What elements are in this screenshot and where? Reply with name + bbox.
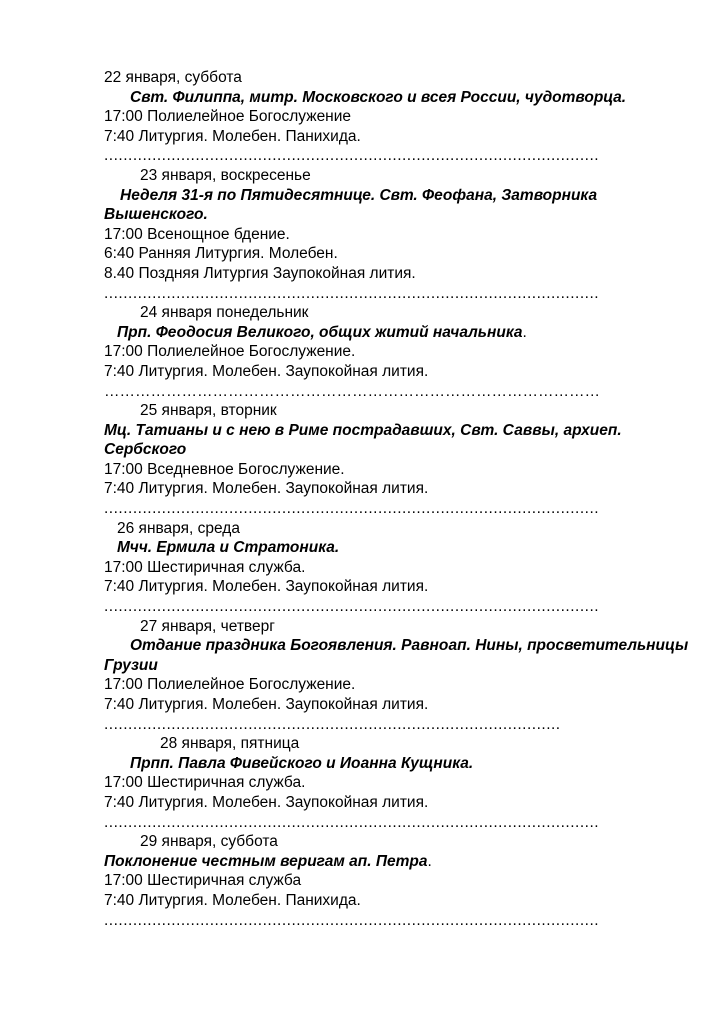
service-line: 6:40 Ранняя Литургия. Молебен.: [104, 245, 338, 263]
service-line: 17:00 Шестиричная служба: [104, 872, 302, 890]
day-saint: Свт. Филиппа, митр. Московского и всея России, чудотворца.: [130, 88, 627, 106]
day-saint: Мц. Татианы и с нею в Риме пострадавших, Свт. Саввы, архиеп. Сербского: [104, 421, 622, 459]
service-line: 7:40 Литургия. Молебен. Заупокойная лития.: [104, 696, 429, 713]
day-entry: [104, 832, 704, 930]
day-date: 23 января, воскресенье: [140, 166, 311, 184]
day-saint: Поклонение честным веригам ап. Петра.: [104, 852, 432, 870]
day-saint: Прп. Феодосия Великого, общих житий начальника.: [117, 323, 527, 341]
service-line: 7:40 Литургия. Молебен. Заупокойная лития.: [104, 578, 429, 596]
day-entry: [104, 68, 704, 166]
service-line: 8.40 Поздняя Литургия Заупокойная лития.: [104, 264, 416, 282]
service-line: 7:40 Литургия. Молебен. Панихида.: [104, 127, 361, 145]
service-line: 7:40 Литургия. Молебен. Заупокойная лития.: [104, 480, 429, 498]
separator: .......................................................................................................: [104, 500, 600, 518]
service-line: 7:40 Литургия. Молебен. Панихида.: [104, 891, 361, 909]
service-line: 17:00 Вседневное Богослужение.: [104, 460, 345, 478]
separator: .......................................................................................................: [104, 598, 600, 616]
day-date: 22 января, суббота: [104, 69, 242, 86]
day-entry: [104, 303, 704, 401]
day-saint: Отдание праздника Богоявления. Равноап. Нины, просветительницы Грузии: [104, 637, 689, 674]
day-entry: [104, 166, 704, 303]
day-saint: Неделя 31-я по Пятидесятнице. Свт. Феофана, Затворника Вышенского.: [104, 186, 598, 224]
day-saint: Прпп. Павла Фивейского и Иоанна Кущника.: [130, 754, 474, 772]
service-line: 17:00 Всенощное бдение.: [104, 225, 290, 243]
day-date: 29 января, суббота: [140, 833, 278, 851]
service-line: 17:00 Полиелейное Богослужение: [104, 108, 352, 126]
schedule-document: [104, 68, 704, 930]
separator: .......................................................................................................: [104, 813, 600, 831]
day-entry: [104, 734, 704, 832]
service-line: 7:40 Литургия. Молебен. Заупокойная лития.: [104, 362, 429, 380]
day-date: 26 января, среда: [117, 519, 240, 537]
separator: ……………………………………………………………………………………: [104, 382, 600, 400]
day-date: 25 января, вторник: [140, 402, 277, 420]
day-date: 27 января, четверг: [140, 617, 275, 635]
service-line: 17:00 Полиелейное Богослужение.: [104, 676, 356, 694]
service-line: 17:00 Шестиричная служба.: [104, 558, 306, 576]
day-date: 24 января понедельник: [140, 304, 309, 322]
separator: ...............................................................................................: [104, 715, 561, 733]
separator: .......................................................................................................: [104, 147, 600, 165]
service-line: 7:40 Литургия. Молебен. Заупокойная лития.: [104, 793, 429, 811]
service-line: 17:00 Шестиричная служба.: [104, 774, 306, 792]
separator: .......................................................................................................: [104, 911, 600, 929]
separator: .......................................................................................................: [104, 284, 600, 302]
day-entry: [104, 519, 704, 617]
day-date: 28 января, пятница: [160, 735, 300, 753]
service-line: 17:00 Полиелейное Богослужение.: [104, 343, 356, 361]
day-entry: [104, 617, 704, 735]
day-entry: [104, 401, 704, 519]
day-saint: Мчч. Ермила и Стратоника.: [117, 539, 340, 557]
